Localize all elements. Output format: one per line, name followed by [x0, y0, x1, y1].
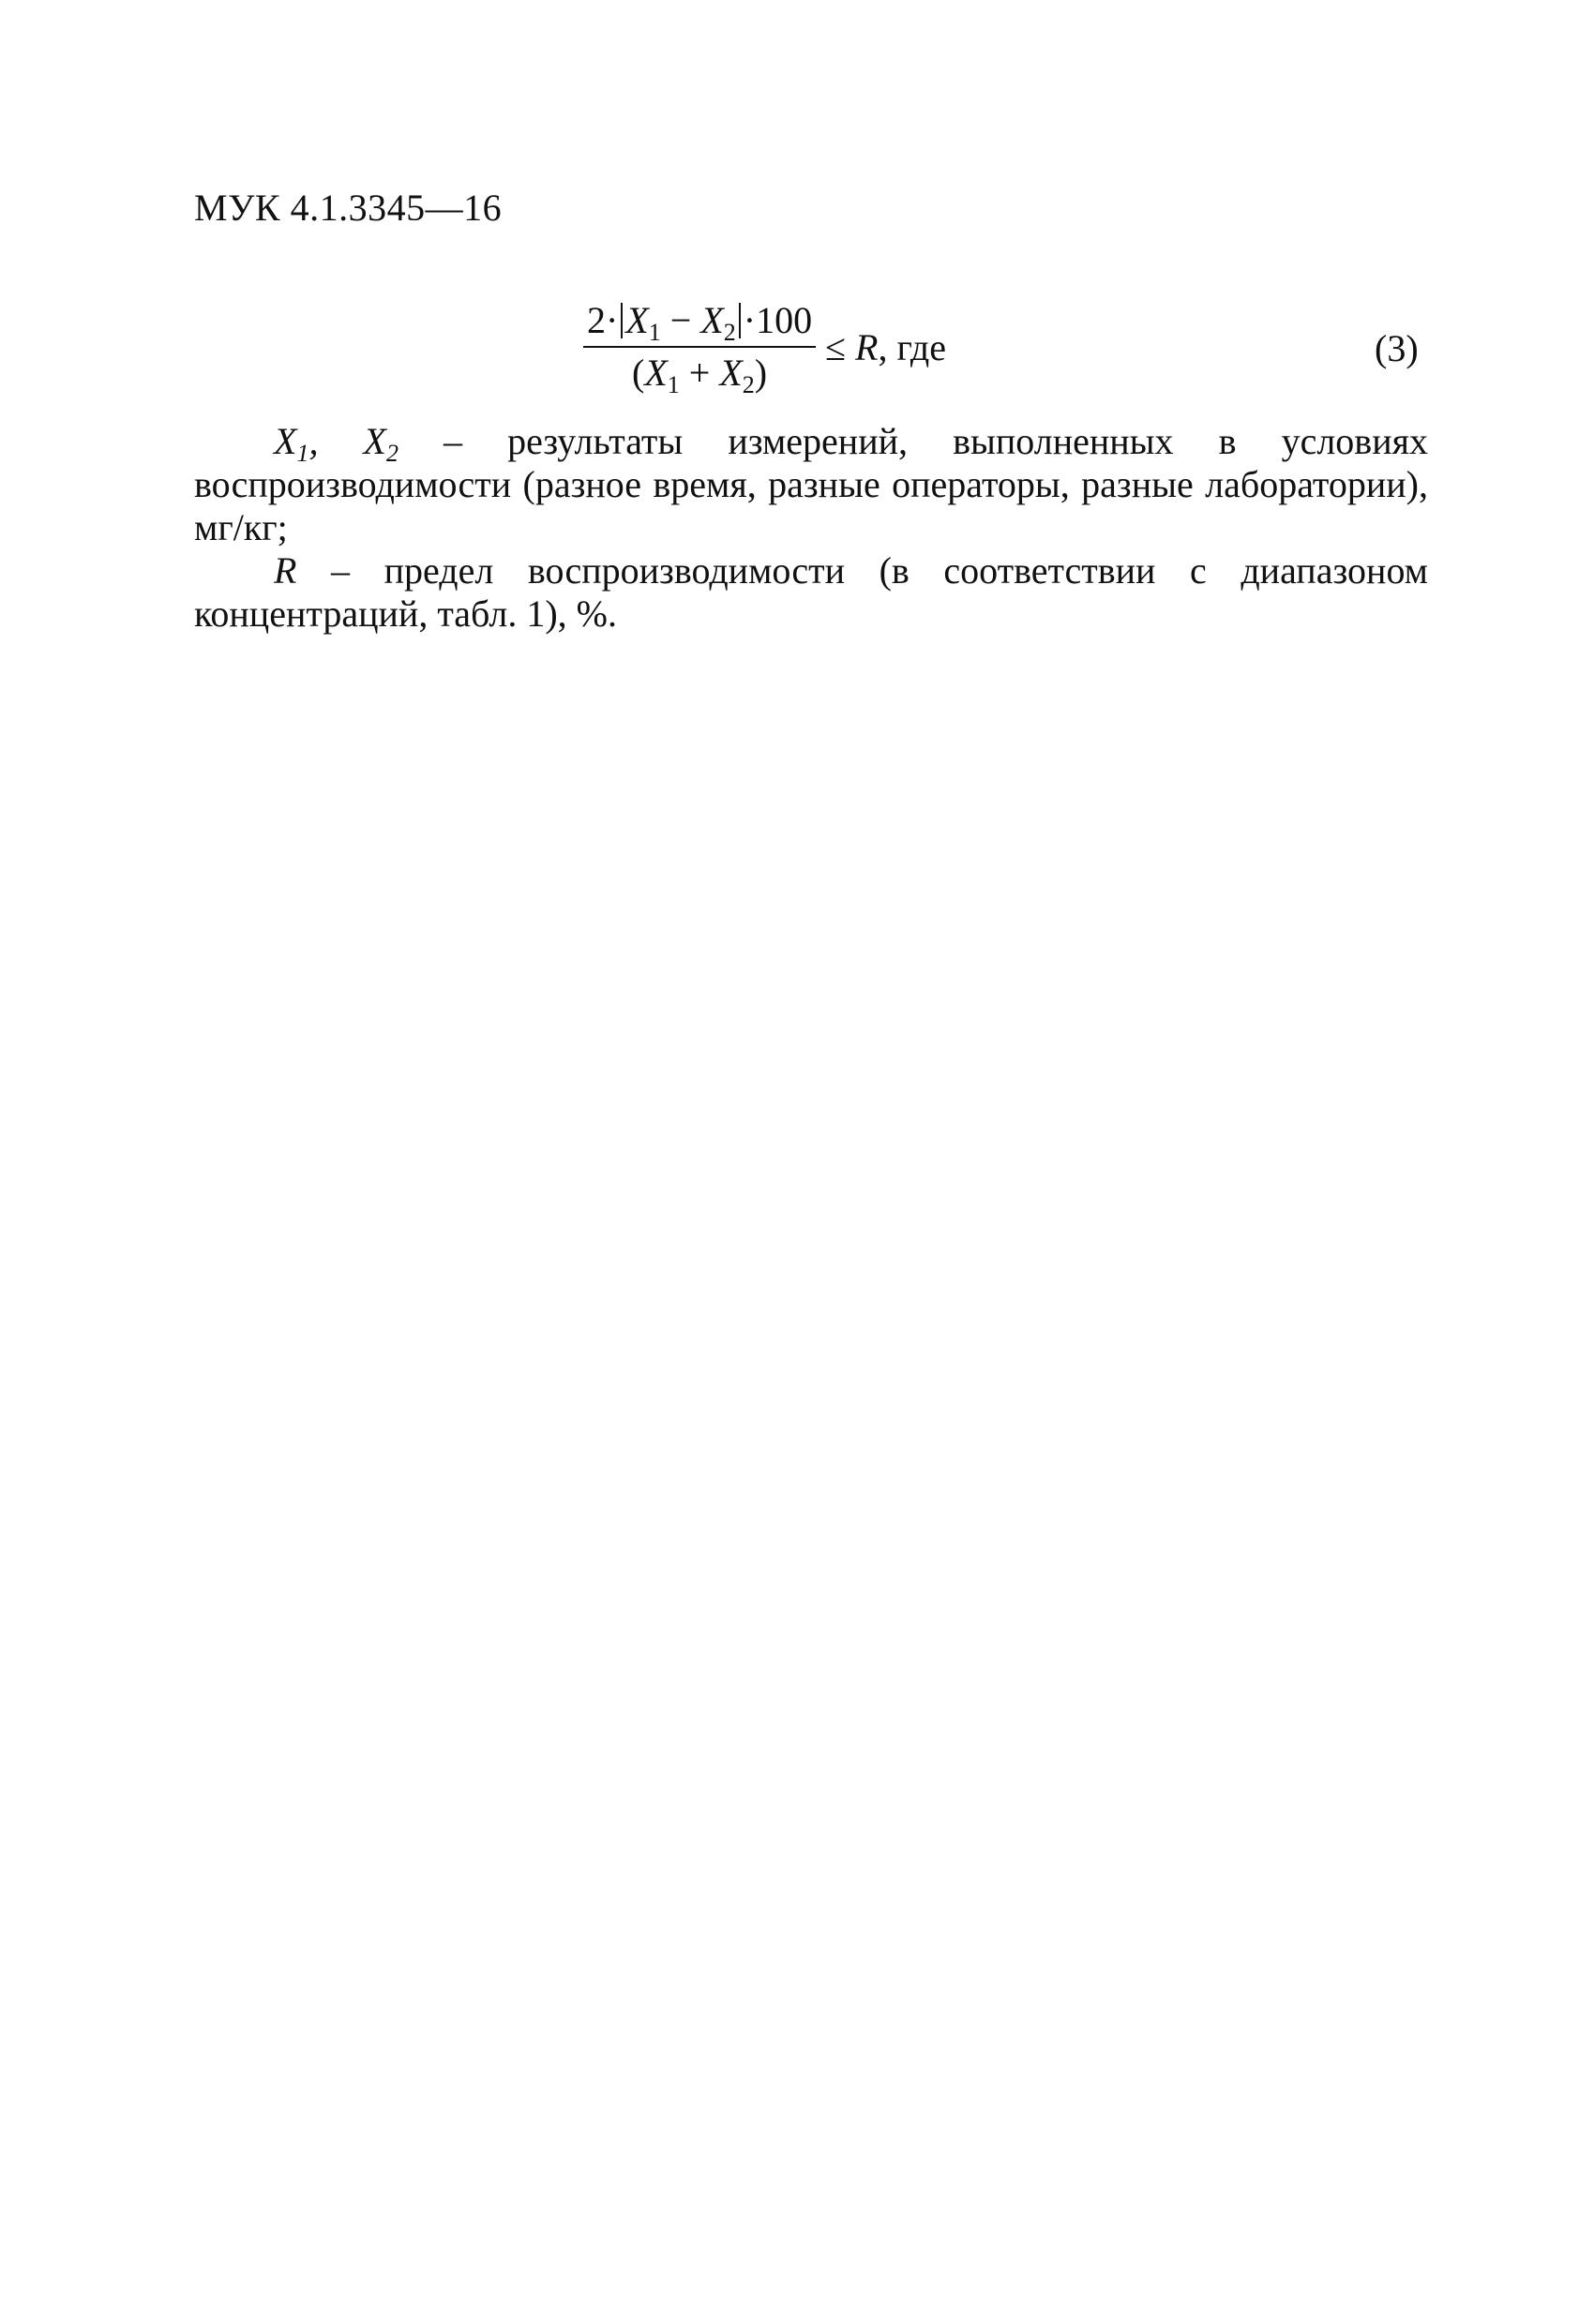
var-x1: X: [625, 299, 649, 341]
numerator-tail: ·100: [743, 299, 813, 341]
den-sub-1: 1: [667, 371, 680, 398]
abs-bar-right: [739, 303, 741, 338]
document-code: МУК 4.1.3345—16: [194, 187, 503, 229]
den-open-paren: (: [632, 352, 645, 394]
den-sub-2: 2: [742, 371, 755, 398]
rhs-var-r: R: [855, 325, 879, 368]
equation-number: (3): [1375, 327, 1419, 369]
den-var-x1: X: [644, 352, 668, 394]
den-var-x2: X: [719, 352, 743, 394]
minus-sign: −: [660, 299, 701, 341]
definition-r: [194, 549, 1428, 636]
formula-3: [583, 291, 946, 403]
plus-sign: +: [679, 352, 720, 394]
den-close-paren: ): [754, 352, 768, 394]
fraction: [583, 299, 816, 398]
sub-2: 2: [723, 319, 736, 346]
sub-1: 1: [648, 319, 661, 346]
leq-sign: ≤: [825, 325, 856, 368]
var-x2: X: [700, 299, 724, 341]
definition-x1-x2: [194, 420, 1428, 549]
term-r: R: [274, 549, 297, 592]
fraction-numerator: [583, 299, 816, 346]
definition-text: – предел воспроизводимости (в соответствии с диапазоном концентраций, табл. 1), %.: [194, 549, 1428, 635]
numerator-coefficient: 2·: [587, 299, 619, 341]
abs-bar-left: [621, 303, 623, 338]
rhs-tail: , где: [878, 325, 947, 368]
fraction-denominator: [628, 348, 771, 398]
formula-rhs: [825, 325, 946, 369]
term-x1-x2: $X_1$, $X_2$: [274, 420, 398, 467]
definition-text: – результаты измерений, выполненных в условиях воспроизводимости (разное время, разные операторы, разные лаборатории), мг/кг;: [194, 420, 1428, 548]
